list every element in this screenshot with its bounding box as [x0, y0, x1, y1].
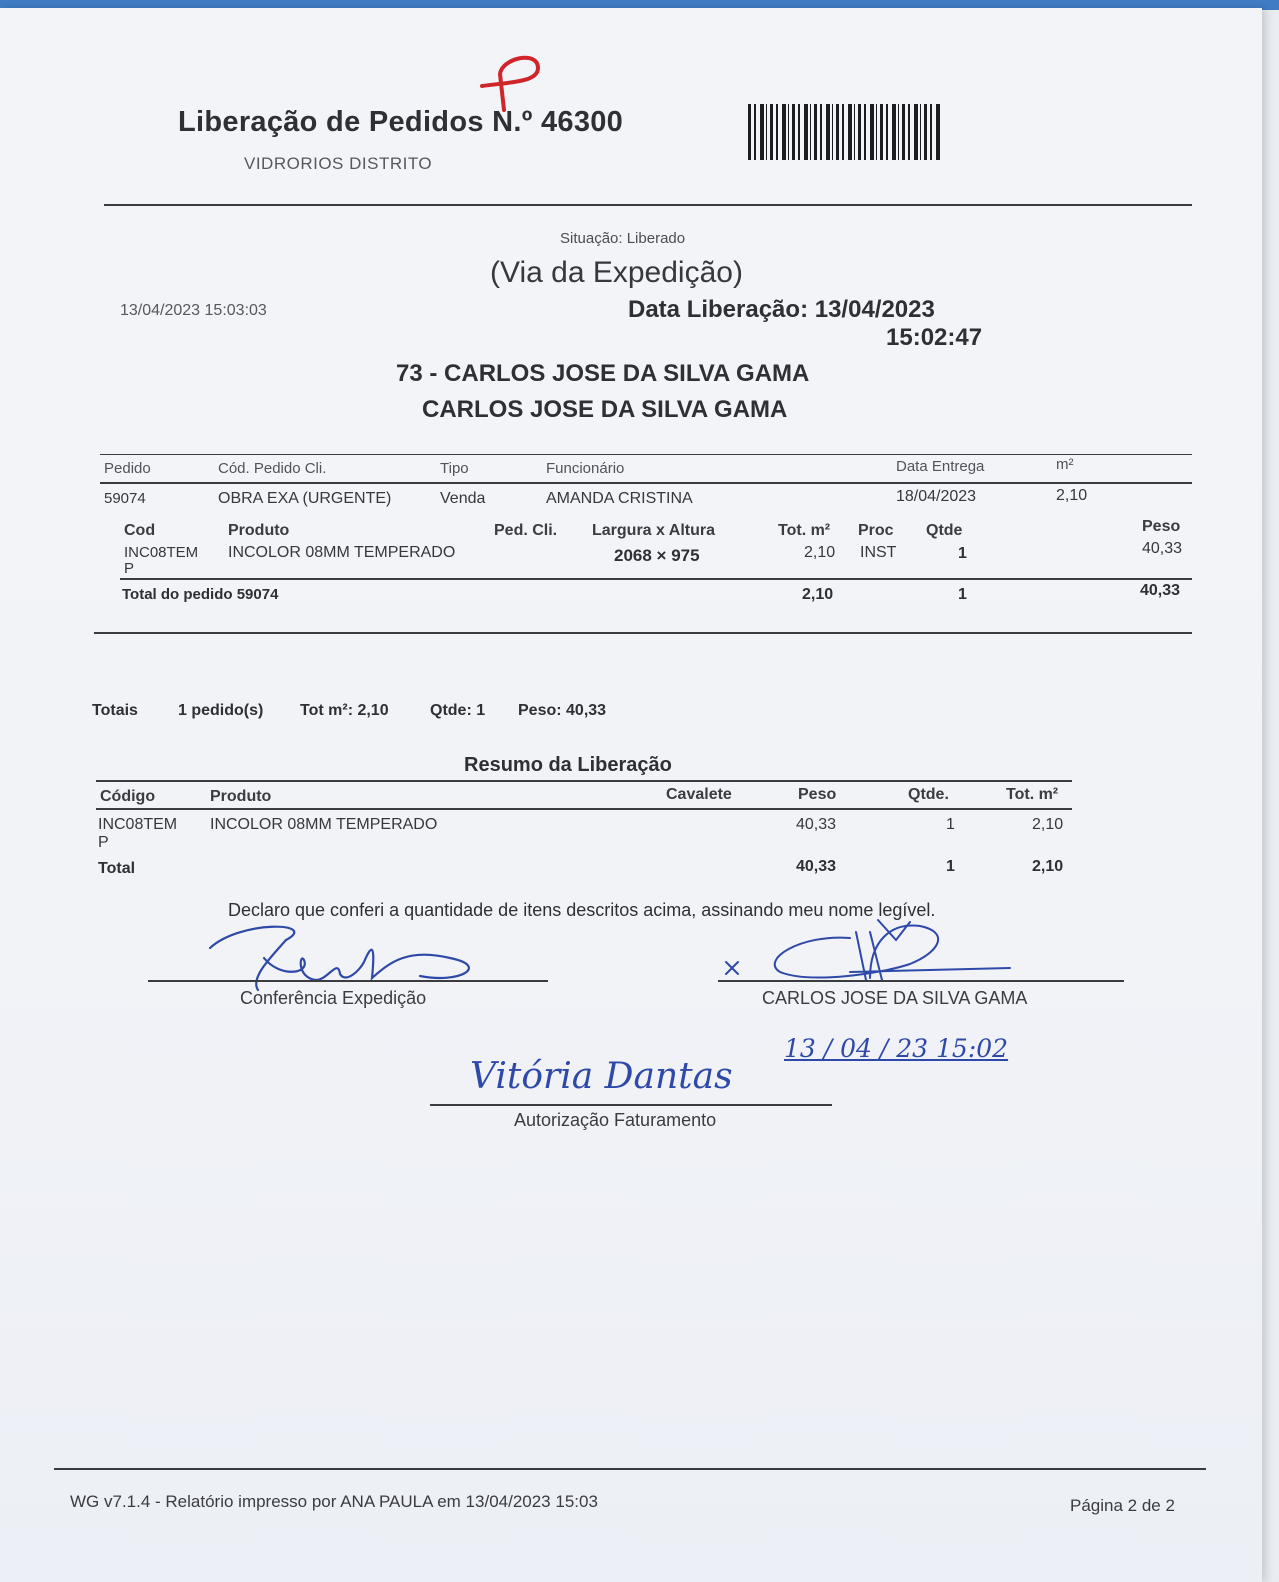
totals-m2: Tot m²: 2,10: [300, 702, 389, 719]
caption-expedicao: Conferência Expedição: [240, 988, 427, 1008]
resumo-header-line: [96, 808, 1072, 810]
item-header-tot-m2: Tot. m²: [778, 522, 831, 539]
resumo-code-line2: P: [98, 834, 109, 851]
client-name: CARLOS JOSE DA SILVA GAMA: [422, 396, 788, 423]
release-date: Data Liberação: 13/04/2023: [628, 296, 935, 323]
document-sheet: [0, 8, 1262, 1582]
resumo-qtde: 1: [946, 816, 955, 833]
totals-peso: Peso: 40,33: [518, 702, 607, 719]
order-total-qtde: 1: [958, 586, 967, 603]
header-divider: [104, 204, 1192, 206]
signature-line-expedicao: [148, 980, 548, 982]
item-header-cod: Cod: [124, 522, 156, 539]
item-header-ped-cli: Ped. Cli.: [494, 522, 558, 539]
signature-expedicao-text: [260, 8, 263, 9]
resumo-header-tot-m2: Tot. m²: [1006, 786, 1059, 803]
resumo-code-line1: INC08TEM: [98, 816, 178, 833]
item-product: INCOLOR 08MM TEMPERADO: [228, 544, 456, 561]
item-header-peso: Peso: [1142, 518, 1181, 535]
resumo-header-produto: Produto: [210, 788, 272, 805]
resumo-header-cavalete: Cavalete: [666, 786, 732, 803]
item-code-line2: P: [124, 560, 135, 577]
col-header-m2: m²: [1056, 456, 1074, 473]
resumo-title: Resumo da Liberação: [464, 754, 672, 776]
item-header-largura-altura: Largura x Altura: [592, 522, 715, 539]
item-tot-m2: 2,10: [804, 544, 836, 561]
resumo-top-line: [96, 780, 1072, 782]
order-type: Venda: [440, 490, 486, 507]
totals-label: Totais: [92, 702, 138, 719]
barcode: [748, 104, 940, 160]
item-peso: 40,33: [1142, 540, 1183, 557]
footer-divider: [54, 1468, 1206, 1470]
order-table-bottom-line: [94, 632, 1192, 634]
document-title: Liberação de Pedidos N.º 46300: [178, 106, 624, 138]
item-header-produto: Produto: [228, 522, 290, 539]
col-header-cod-pedido-cli: Cód. Pedido Cli.: [218, 460, 327, 477]
order-table-top-line: [100, 454, 1192, 455]
col-header-data-entrega: Data Entrega: [896, 458, 985, 475]
totals-qtde: Qtde: 1: [430, 702, 486, 719]
item-header-proc: Proc: [858, 522, 894, 539]
declaration-text: Declaro que conferi a quantidade de itens descritos acima, assinando meu nome legível.: [228, 900, 936, 920]
footer-page-number: Página 2 de 2: [1070, 1496, 1175, 1515]
copy-label: (Via da Expedição): [490, 256, 743, 289]
order-total-label: Total do pedido 59074: [122, 586, 279, 603]
resumo-header-peso: Peso: [798, 786, 837, 803]
resumo-peso: 40,33: [796, 816, 837, 833]
resumo-total-peso: 40,33: [796, 858, 837, 875]
release-time: 15:02:47: [886, 324, 983, 351]
company-name: VIDRORIOS DISTRITO: [244, 154, 433, 173]
resumo-total-tot-m2: 2,10: [1032, 858, 1064, 875]
status-label: Situação: Liberado: [560, 230, 686, 247]
order-m2: 2,10: [1056, 487, 1088, 504]
signature-line-faturamento: [430, 1104, 832, 1106]
signature-faturamento: Vitória Dantas: [470, 1056, 733, 1097]
order-header-line: [100, 482, 1192, 484]
order-delivery-date: 18/04/2023: [896, 488, 977, 505]
order-client-code: OBRA EXA (URGENTE): [218, 490, 392, 507]
signature-line-cliente: [718, 980, 1124, 982]
col-header-pedido: Pedido: [104, 460, 151, 477]
caption-cliente: CARLOS JOSE DA SILVA GAMA: [762, 988, 1028, 1008]
resumo-product: INCOLOR 08MM TEMPERADO: [210, 816, 438, 833]
order-total-peso: 40,33: [1140, 582, 1181, 599]
resumo-total-label: Total: [98, 860, 136, 877]
item-code-line1: INC08TEM: [124, 544, 199, 561]
client-code-name: 73 - CARLOS JOSE DA SILVA GAMA: [396, 360, 810, 387]
item-proc: INST: [860, 544, 897, 561]
col-header-funcionario: Funcionário: [546, 460, 625, 477]
footer-print-info: WG v7.1.4 - Relatório impresso por ANA PAULA em 13/04/2023 15:03: [70, 1492, 598, 1511]
handwritten-date: 13 / 04 / 23 15:02: [784, 1034, 1009, 1063]
resumo-header-qtde: Qtde.: [908, 786, 949, 803]
col-header-tipo: Tipo: [440, 460, 469, 477]
order-number: 59074: [104, 490, 146, 507]
resumo-tot-m2: 2,10: [1032, 816, 1064, 833]
item-total-line: [120, 578, 1192, 580]
caption-faturamento: Autorização Faturamento: [514, 1110, 717, 1130]
item-header-qtde: Qtde: [926, 522, 963, 539]
item-dimensions: 2068 × 975: [614, 546, 700, 565]
printed-timestamp: 13/04/2023 15:03:03: [120, 302, 267, 319]
order-employee: AMANDA CRISTINA: [546, 490, 693, 507]
signature-expedicao-scribble: [200, 918, 500, 998]
resumo-header-codigo: Código: [100, 788, 156, 805]
item-qtde: 1: [958, 545, 967, 562]
order-total-m2: 2,10: [802, 586, 834, 603]
resumo-total-qtde: 1: [946, 858, 955, 875]
totals-pedidos: 1 pedido(s): [178, 702, 264, 719]
